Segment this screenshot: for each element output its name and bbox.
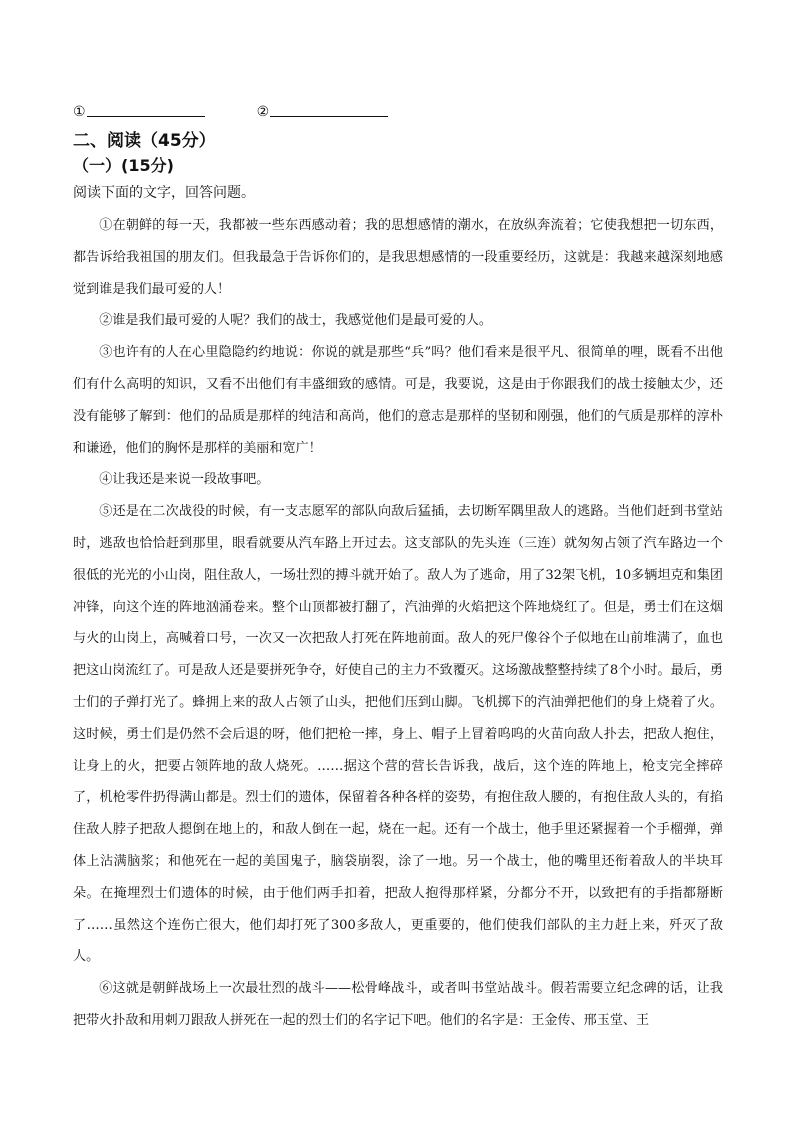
part-title: （一）(15分) [73, 156, 174, 175]
blank-marker: ① [73, 104, 86, 120]
passage-paragraph: ③也许有的人在心里隐隐约约地说：你说的就是那些“兵”吗？他们看来是很平凡、很简单的哩，既看不出他们有什么高明的知识，又看不出他们有丰盛细致的感情。可是，我要说，这是由于你跟我们的战士接触太少，还没有能够了解到：他们的品质是那样的纯洁和高尚，他们的意志是那样的坚韧和刚强，他们的气质是那样的淳朴和谦逊，他们的胸怀是那样的美丽和宽广！ [73, 345, 723, 456]
blank-line [87, 115, 205, 117]
answer-blank-2[interactable] [257, 104, 389, 120]
answer-blanks [73, 104, 388, 120]
reading-instructions: 阅读下面的文字，回答问题。 [73, 185, 255, 201]
reading-passage [73, 210, 723, 1037]
section-title: 二、阅读（45分） [73, 131, 216, 151]
passage-paragraph: ④让我还是来说一段故事吧。 [99, 472, 270, 488]
passage-paragraph: ①在朝鲜的每一天，我都被一些东西感动着；我的思想感情的潮水，在放纵奔流着；它使我想把一切东西，都告诉给我祖国的朋友们。但我最急于告诉你们的，是我思想感情的一段重要经历，这就是：我越来越深刻地感觉到谁是我们最可爱的人！ [73, 218, 723, 297]
passage-paragraph: ⑥这就是朝鲜战场上一次最壮烈的战斗——松骨峰战斗，或者叫书堂站战斗。假若需要立纪念碑的话，让我把带火扑敌和用刺刀跟敌人拼死在一起的烈士们的名字记下吧。他们的名字是：王金传、邢玉堂、王 [73, 981, 723, 1028]
blank-marker: ② [256, 104, 270, 120]
passage-paragraph: ②谁是我们最可爱的人呢？我们的战士，我感觉他们是最可爱的人。 [99, 313, 492, 329]
passage-paragraph: ⑤还是在二次战役的时候，有一支志愿军的部队向敌后猛插，去切断军隅里敌人的逃路。当他们赶到书堂站时，逃敌也恰恰赶到那里，眼看就要从汽车路上开过去。这支部队的先头连（三连）就匆匆占领了汽车路边一个很低的光光的小山岗，阻住敌人，一场壮烈的搏斗就开始了。敌人为了逃命，用了32架飞机，10多辆坦克和集团冲锋，向这个连的阵地汹涌卷来。整个山顶都被打翻了，汽油弹的火焰把这个阵地烧红了。但是，勇士们在这烟与火的山岗上，高喊着口号，一次又一次把敌人打死在阵地前面。敌人的死尸像谷个子似地在山前堆满了，血也把这山岗流红了。可是敌人还是要拼死争夺，好使自己的主力不致覆灭。这场激战整整持续了8个小时。最后，勇士们的子弹打光了。蜂拥上来的敌人占领了山头，把他们压到山脚。飞机掷下的汽油弹把他们的身上烧着了火。这时候，勇士们是仍然不会后退的呀，他们把枪一摔，身上、帽子上冒着呜呜的火苗向敌人扑去，把敌人抱住，让身上的火，把要占领阵地的敌人烧死。……据这个营的营长告诉我，战后，这个连的阵地上，枪支完全摔碎了，机枪零件扔得满山都是。烈士们的遗体，保留着各种各样的姿势，有抱住敌人腰的，有抱住敌人头的，有掐住敌人脖子把敌人摁倒在地上的，和敌人倒在一起，烧在一起。还有一个战士，他手里还紧握着一个手榴弹，弹体上沾满脑浆；和他死在一起的美国鬼子，脑袋崩裂，涂了一地。另一个战士，他的嘴里还衔着敌人的半块耳朵。在掩埋烈士们遗体的时候，由于他们两手扣着，把敌人抱得那样紧，分都分不开，以致把有的手指都掰断了……虽然这个连伤亡很大，他们却打死了300多敌人，更重要的，他们使我们部队的主力赶上来，歼灭了敌人。 [73, 504, 723, 965]
blank-line [270, 115, 388, 117]
answer-blank-1[interactable] [73, 104, 205, 120]
